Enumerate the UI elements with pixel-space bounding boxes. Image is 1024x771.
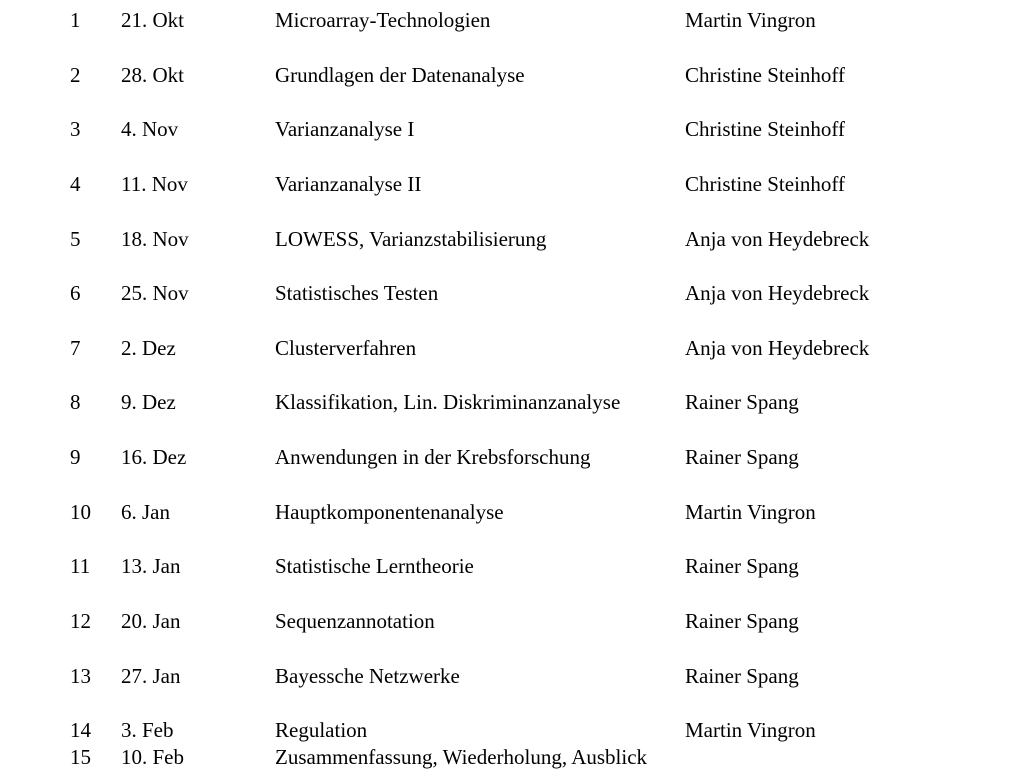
- session-topic: Bayessche Netzwerke: [275, 664, 460, 688]
- schedule-row: [0, 115, 1024, 143]
- session-speaker: Rainer Spang: [685, 664, 799, 688]
- schedule-row: [0, 552, 1024, 580]
- schedule-row: [0, 443, 1024, 471]
- session-speaker: Martin Vingron: [685, 500, 816, 524]
- session-number: 9: [70, 445, 81, 469]
- session-date: 2. Dez: [121, 336, 176, 360]
- session-speaker: Anja von Heydebreck: [685, 336, 870, 360]
- session-topic: Grundlagen der Datenanalyse: [275, 63, 525, 87]
- session-number: 15: [70, 745, 91, 769]
- session-topic: Sequenzannotation: [275, 609, 435, 633]
- session-topic: Statistische Lerntheorie: [275, 554, 474, 578]
- session-date: 10. Feb: [121, 745, 184, 769]
- session-topic: Regulation: [275, 718, 368, 742]
- session-speaker: Martin Vingron: [685, 8, 816, 32]
- session-date: 3. Feb: [121, 718, 174, 742]
- schedule-row: [0, 607, 1024, 635]
- session-speaker: Rainer Spang: [685, 554, 799, 578]
- session-number: 2: [70, 63, 81, 87]
- session-topic: Statistisches Testen: [275, 281, 439, 305]
- session-speaker: Rainer Spang: [685, 390, 799, 414]
- session-date: 16. Dez: [121, 445, 187, 469]
- session-topic: LOWESS, Varianzstabilisierung: [275, 227, 547, 251]
- session-date: 20. Jan: [121, 609, 181, 633]
- schedule-row: [0, 225, 1024, 253]
- session-date: 27. Jan: [121, 664, 181, 688]
- session-number: 12: [70, 609, 91, 633]
- session-number: 3: [70, 117, 81, 141]
- session-date: 18. Nov: [121, 227, 189, 251]
- session-date: 6. Jan: [121, 500, 170, 524]
- session-number: 14: [70, 718, 91, 742]
- session-number: 10: [70, 500, 91, 524]
- session-date: 9. Dez: [121, 390, 176, 414]
- session-number: 6: [70, 281, 81, 305]
- session-topic: Microarray-Technologien: [275, 8, 491, 32]
- session-topic: Clusterverfahren: [275, 336, 417, 360]
- session-number: 5: [70, 227, 81, 251]
- schedule-row: [0, 662, 1024, 690]
- session-date: 21. Okt: [121, 8, 184, 32]
- schedule-row: [0, 743, 1024, 771]
- schedule-row: [0, 6, 1024, 34]
- schedule-row: [0, 716, 1024, 744]
- session-speaker: Christine Steinhoff: [685, 117, 846, 141]
- session-topic: Varianzanalyse II: [275, 172, 422, 196]
- session-number: 11: [70, 554, 91, 578]
- session-speaker: Martin Vingron: [685, 718, 816, 742]
- session-number: 8: [70, 390, 81, 414]
- session-topic: Klassifikation, Lin. Diskriminanzanalyse: [275, 390, 621, 414]
- schedule-row: [0, 170, 1024, 198]
- session-topic: Varianzanalyse I: [275, 117, 415, 141]
- session-topic: Anwendungen in der Krebsforschung: [275, 445, 591, 469]
- session-speaker: Christine Steinhoff: [685, 172, 846, 196]
- session-date: 25. Nov: [121, 281, 189, 305]
- session-topic: Zusammenfassung, Wiederholung, Ausblick: [275, 745, 648, 769]
- session-speaker: Rainer Spang: [685, 609, 799, 633]
- session-date: 4. Nov: [121, 117, 179, 141]
- session-number: 1: [70, 8, 81, 32]
- schedule-row: [0, 61, 1024, 89]
- session-speaker: Anja von Heydebreck: [685, 227, 870, 251]
- schedule-row: [0, 388, 1024, 416]
- session-topic: Hauptkomponentenanalyse: [275, 500, 504, 524]
- session-number: 13: [70, 664, 91, 688]
- session-date: 28. Okt: [121, 63, 184, 87]
- session-number: 7: [70, 336, 81, 360]
- session-speaker: Anja von Heydebreck: [685, 281, 870, 305]
- session-speaker: Christine Steinhoff: [685, 63, 846, 87]
- session-date: 13. Jan: [121, 554, 181, 578]
- schedule-row: [0, 498, 1024, 526]
- schedule-row: [0, 334, 1024, 362]
- schedule-row: [0, 279, 1024, 307]
- session-speaker: Rainer Spang: [685, 445, 799, 469]
- session-number: 4: [70, 172, 81, 196]
- session-date: 11. Nov: [121, 172, 188, 196]
